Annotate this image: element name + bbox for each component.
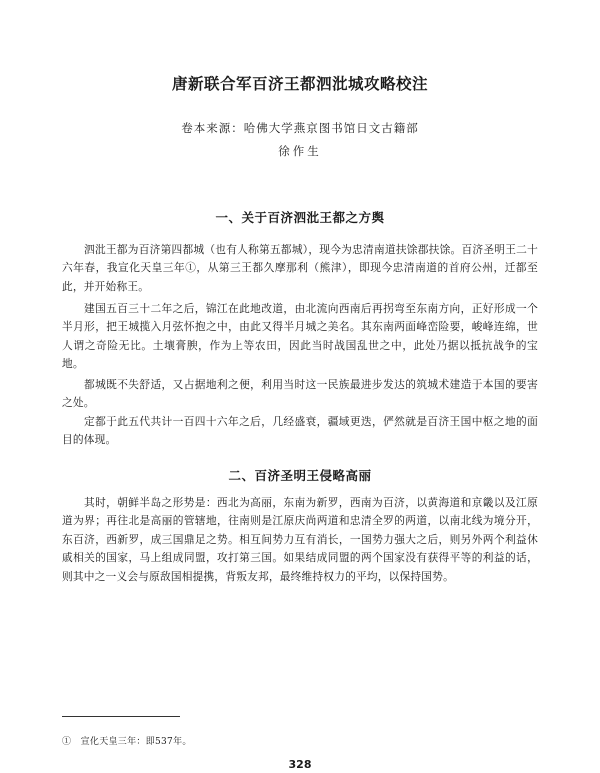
section-1-paragraph-4: 定都于此五代共计一百四十六年之后，几经盛衰，疆域更迭，俨然就是百济王国中枢之地的面目的体现。: [62, 415, 538, 447]
page-number: 328: [288, 758, 312, 771]
author-name: 徐作生: [278, 144, 322, 158]
source-line: 卷本来源：哈佛大学燕京图书馆日文古籍部: [181, 121, 419, 135]
section-1-paragraph-3: 都城既不失舒适，又占据地利之便，利用当时这一民族最进步发达的筑城术建造于本国的要害之处。: [62, 378, 538, 410]
footnote-divider: [62, 716, 180, 717]
section-2-paragraph-1: 其时，朝鲜半岛之形势是：西北为高丽，东南为新罗，西南为百济，以黄海道和京畿以及江原道为界；再往北是高丽的管辖地，往南则是江原庆尚两道和忠清全罗的两道，以南北线为境分开，东百济，西新罗，成三国鼎足之势。相互间势力互有消长，一国势力强大之后，则另外两个利益休戚相关的国家，马上组成同盟，攻打第三国。如果结成同盟的两个国家没有获得平等的利益的话，则其中之一义会与原敌国相提携，背叛友邦，最终维持权力的平均，以保持国势。: [62, 496, 538, 583]
document-title: 唐新联合军百济王都泗沘城攻略校注: [171, 75, 428, 93]
section-1-paragraph-2: 建国五百三十二年之后，锦江在此地改道，由北流向西南后再拐弯至东南方向，正好形成一个半月形，把王城揽入月弦怀抱之中，由此又得半月城之美名。其东南两面峰峦险要，峻峰连绵，世人谓之奇险无比。土壤膏腴，作为上等农田，因此当时战国乱世之中，此处乃据以抵抗战争的宝地。: [62, 302, 538, 371]
section-heading-1: 一、关于百济泗沘王都之方舆: [215, 210, 385, 225]
footnote: ① 宣化天皇三年：即537年。: [62, 737, 192, 747]
section-heading-2: 二、百济圣明王侵略高丽: [228, 468, 372, 483]
section-1-paragraph-1: 泗沘王都为百济第四都城（也有人称第五都城），现今为忠清南道扶馀郡扶馀。百济圣明王二十六年春，我宣化天皇三年①，从第三王都久摩那利（熊津），即现今忠清南道的首府公州，迁都至此，并开始称王。: [62, 243, 538, 293]
